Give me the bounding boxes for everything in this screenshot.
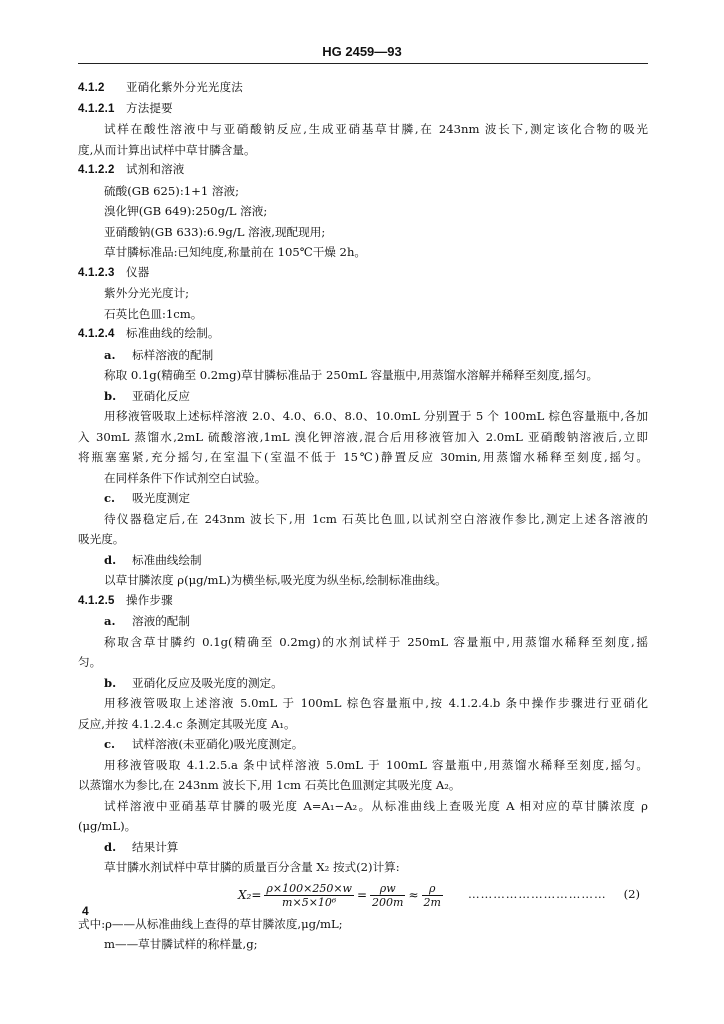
paragraph: 反应,并按 4.1.2.4.c 条测定其吸光度 A₁。	[78, 716, 296, 731]
section-4-1-2-5-title: 4.1.2.5 操作步骤	[78, 594, 173, 607]
subsection-a2-title: a. 溶液的配制	[104, 614, 190, 628]
formula-2	[78, 880, 648, 910]
reagent-item: 草甘膦标准品:已知纯度,称量前在 105℃干燥 2h。	[104, 245, 366, 259]
page-number: 4	[82, 904, 89, 918]
where-clause: 式中:ρ——从标准曲线上查得的草甘膦浓度,μg/mL;	[78, 916, 343, 931]
subsection-c2-title: c. 试样溶液(未亚硝化)吸光度测定。	[104, 737, 304, 751]
instrument-item: 石英比色皿:1cm。	[104, 306, 203, 321]
paragraph: 试样在酸性溶液中与亚硝酸钠反应,生成亚硝基草甘膦,在 243nm 波长下,测定该化合物的吸光	[104, 122, 648, 136]
subsection-c-title: c. 吸光度测定	[104, 491, 190, 505]
paragraph: 度,从而计算出试样中草甘膦含量。	[78, 142, 256, 157]
leader-dots: ……………………………	[468, 886, 607, 901]
paragraph: 试样溶液中亚硝基草甘膦的吸光度 A=A₁−A₂。从标准曲线上查吸光度 A 相对应的草甘膦浓度 ρ	[104, 798, 648, 813]
paragraph: 用移液管吸取上述标样溶液 2.0、4.0、6.0、8.0、10.0mL 分别置于 5 个 100mL 棕色容量瓶中,各加	[104, 409, 648, 423]
reagent-item: 硫酸(GB 625):1+1 溶液;	[104, 183, 239, 198]
paragraph: 用移液管吸取 4.1.2.5.a 条中试样溶液 5.0mL 于 100mL 容量瓶中,用蒸馏水稀释至刻度,摇匀。	[104, 757, 648, 772]
standard-code-header: HG 2459—93	[322, 44, 402, 59]
paragraph: 入 30mL 蒸馏水,2mL 硫酸溶液,1mL 溴化钾溶液,混合后用移液管加入 2.0mL 亚硝酸钠溶液后,立即	[78, 429, 648, 444]
subsection-b2-title: b. 亚硝化反应及吸光度的测定。	[104, 675, 283, 690]
formula-fraction: $\frac{\rho}{2m}$	[423, 881, 441, 909]
section-4-1-2-title: 4.1.2 亚硝化紫外分光光度法	[78, 82, 243, 94]
paragraph: 用移液管吸取上述溶液 5.0mL 于 100mL 棕色容量瓶中,按 4.1.2.4.b 条中操作步骤进行亚硝化	[104, 696, 648, 710]
paragraph: 草甘膦水剂试样中草甘膦的质量百分含量 X₂ 按式(2)计算:	[104, 860, 400, 874]
paragraph: 以蒸馏水为参比,在 243nm 波长下,用 1cm 石英比色皿测定其吸光度 A₂。	[78, 778, 461, 792]
formula-expression: X₂= $\frac{\rho\times 100\times 250\times w}{\text{m×5×10⁶}}$ = $\frac{\rho w}{200m}$ ≈ $\frac{\rho}{2m}$	[238, 881, 441, 909]
document-body	[78, 78, 648, 955]
paragraph: 将瓶塞塞紧,充分摇匀,在室温下(室温不低于 15℃)静置反应 30min,用蒸馏水稀释至刻度,摇匀。	[78, 450, 648, 464]
formula-number: (2)	[623, 886, 640, 901]
paragraph: 以草甘膦浓度 ρ(μg/mL)为横坐标,吸光度为纵坐标,绘制标准曲线。	[104, 573, 447, 587]
section-4-1-2-1-title: 4.1.2.1 方法提要	[78, 102, 173, 115]
section-4-1-2-4-title: 4.1.2.4 标准曲线的绘制。	[78, 328, 220, 340]
paragraph: 待仪器稳定后,在 243nm 波长下,用 1cm 石英比色皿,以试剂空白溶液作参比,测定上述各溶液的	[104, 511, 648, 526]
subsection-a-title: a. 标样溶液的配制	[104, 347, 214, 362]
reagent-item: 溴化钾(GB 649):250g/L 溶液;	[104, 204, 268, 218]
formula-fraction: $\frac{\rho\times 100\times 250\times w}{\text{m×5×10⁶}}$	[266, 881, 352, 909]
header-rule	[78, 63, 648, 64]
instrument-item: 紫外分光光度计;	[104, 286, 190, 300]
paragraph: 匀。	[78, 655, 102, 669]
paragraph: 称取含草甘膦约 0.1g(精确至 0.2mg)的水剂试样于 250mL 容量瓶中,用蒸馏水稀释至刻度,摇	[104, 634, 648, 649]
paragraph: 在同样条件下作试剂空白试验。	[104, 470, 267, 485]
subsection-d-title: d. 标准曲线绘制	[104, 552, 202, 567]
paragraph: (μg/mL)。	[78, 819, 137, 833]
paragraph: 吸光度。	[78, 532, 125, 546]
where-clause: m——草甘膦试样的称样量,g;	[104, 937, 258, 951]
formula-fraction: $\frac{\rho w}{200m}$	[372, 881, 404, 909]
subsection-b-title: b. 亚硝化反应	[104, 388, 190, 403]
section-4-1-2-2-title: 4.1.2.2 试剂和溶液	[78, 164, 185, 176]
section-4-1-2-3-title: 4.1.2.3 仪器	[78, 266, 150, 279]
reagent-item: 亚硝酸钠(GB 633):6.9g/L 溶液,现配现用;	[104, 224, 326, 239]
paragraph: 称取 0.1g(精确至 0.2mg)草甘膦标准品于 250mL 容量瓶中,用蒸馏水溶解并稀释至刻度,摇匀。	[104, 368, 599, 382]
subsection-d2-title: d. 结果计算	[104, 839, 179, 854]
